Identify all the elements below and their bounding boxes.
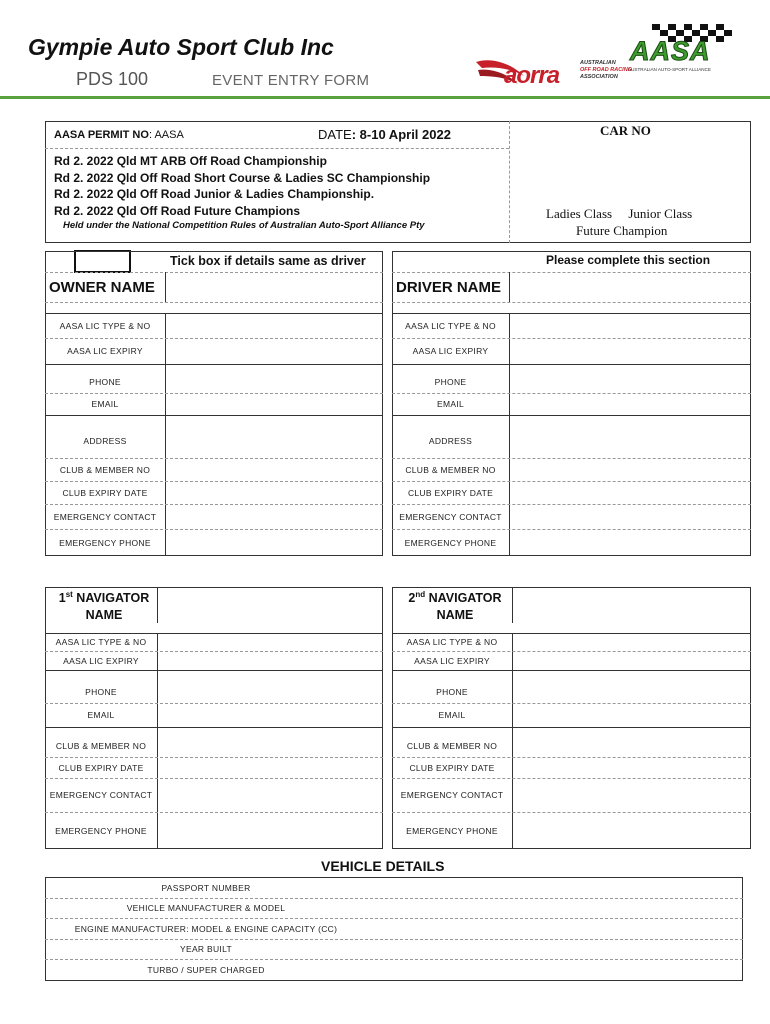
owner-address-field[interactable] [166,424,382,457]
nav2-aasa-lic-type-no-label: AASA LIC TYPE & NO [406,637,498,647]
nav1-aasa-lic-expiry-field[interactable] [158,652,382,669]
nav1-emergency-phone-label: EMERGENCY PHONE [55,825,147,836]
vehicle-engine-manufacturer-model-engine-capacity-cc-label: ENGINE MANUFACTURER: MODEL & ENGINE CAPACITY (CC) [74,923,338,934]
nav2-aasa-lic-expiry-field[interactable] [513,652,750,669]
nav2-club-expiry-date-label: CLUB EXPIRY DATE [409,762,495,773]
aasa-subtitle: AUSTRALIAN AUTO-SPORT ALLIANCE [628,67,711,72]
nav1-emergency-phone-field[interactable] [158,813,382,848]
vehicle-year-built-field[interactable] [368,940,742,958]
nav1-club-expiry-date-field[interactable] [158,758,382,777]
vehicle-passport-number-label: PASSPORT NUMBER [161,882,251,893]
driver-club-member-no-label: CLUB & MEMBER NO [405,464,496,475]
permit-value: : AASA [148,129,184,141]
nav1-email-field[interactable] [158,704,382,726]
form-title: EVENT ENTRY FORM [212,72,370,89]
aorra-wordmark: aorra [504,62,560,89]
nav1-aasa-lic-expiry-label: AASA LIC EXPIRY [63,655,139,666]
please-complete-label: Please complete this section [546,253,711,267]
permit-line [54,129,184,141]
owner-emergency-phone-field[interactable] [166,530,382,555]
driver-aasa-lic-type-no-label: AASA LIC TYPE & NO [405,320,496,331]
nav2-club-member-no-label: CLUB & MEMBER NO [406,741,498,751]
nav2-phone-field[interactable] [513,681,750,702]
owner-phone-label: PHONE [89,377,121,387]
nav1-aasa-lic-type-no-field[interactable] [158,634,382,650]
vehicle-engine-manufacturer-model-engine-capacity-cc-field[interactable] [368,919,742,938]
driver-club-expiry-date-label: CLUB EXPIRY DATE [407,487,494,498]
aasa-logo [622,20,744,76]
aorra-sub-3: ASSOCIATION [580,74,618,80]
header-divider [0,96,770,99]
car-no-label: CAR NO [600,123,651,138]
owner-email-label: EMAIL [91,399,119,409]
driver-email-label: EMAIL [436,399,464,409]
round-1: Rd 2. 2022 Qld MT ARB Off Road Championship [54,154,327,168]
round-4: Rd 2. 2022 Qld Off Road Future Champions [54,203,301,218]
date-value: : 8-10 April 2022 [351,127,451,142]
nav1-emergency-contact-field[interactable] [158,779,382,811]
nav2-aasa-lic-type-no-field[interactable] [513,634,750,650]
nav1-email-label: EMAIL [87,710,115,720]
permit-label: AASA PERMIT NO [54,129,149,141]
vehicle-passport-number-field[interactable] [368,878,742,897]
nav2-emergency-phone-field[interactable] [513,813,750,848]
driver-aasa-lic-type-no-field[interactable] [510,314,750,337]
owner-email-field[interactable] [166,394,382,414]
nav2-phone-label: PHONE [436,686,468,697]
driver-address-label: ADDRESS [428,435,473,446]
owner-club-expiry-date-field[interactable] [166,482,382,503]
car-class-line-1: Ladies Class Junior Class [546,206,693,221]
driver-email-field[interactable] [510,394,750,414]
date-line [318,127,451,142]
owner-name-label: OWNER NAME [49,279,155,296]
nav1-name-label: 1st NAVIGATOR NAME [58,590,150,623]
car-class-line-2: Future Champion [576,223,668,238]
nav1-emergency-contact-label: EMERGENCY CONTACT [49,790,153,800]
vehicle-year-built-label: YEAR BUILT [180,944,232,954]
driver-emergency-contact-field[interactable] [510,505,750,528]
held-under-note: Held under the National Competition Rules of Australian Auto-Sport Alliance Pty [63,220,425,231]
owner-name-field[interactable] [166,273,382,301]
round-2: Rd 2. 2022 Qld Off Road Short Course & Ladies SC Championship [54,170,431,185]
round-3: Rd 2. 2022 Qld Off Road Junior & Ladies Championship. [54,187,375,201]
owner-emergency-contact-field[interactable] [166,505,382,528]
driver-emergency-phone-label: EMERGENCY PHONE [404,537,497,548]
aasa-wordmark: AASA [630,36,711,66]
driver-address-field[interactable] [510,424,750,457]
driver-club-expiry-date-field[interactable] [510,482,750,503]
driver-name-field[interactable] [510,273,750,301]
date-label: DATE [318,127,352,142]
driver-aasa-lic-expiry-field[interactable] [510,339,750,363]
nav2-club-member-no-field[interactable] [513,736,750,756]
owner-club-expiry-date-label: CLUB EXPIRY DATE [62,487,148,498]
nav2-emergency-contact-label: EMERGENCY CONTACT [400,790,504,800]
driver-name-label: DRIVER NAME [396,279,502,296]
owner-phone-field[interactable] [166,372,382,392]
nav1-club-expiry-date-label: CLUB EXPIRY DATE [58,762,144,773]
driver-aasa-lic-expiry-label: AASA LIC EXPIRY [412,346,489,356]
nav1-club-member-no-field[interactable] [158,736,382,756]
nav2-aasa-lic-expiry-label: AASA LIC EXPIRY [414,655,490,666]
pds-number: PDS 100 [76,69,149,89]
owner-aasa-lic-expiry-label: AASA LIC EXPIRY [67,346,143,356]
owner-club-member-no-field[interactable] [166,459,382,480]
owner-aasa-lic-type-no-field[interactable] [166,314,382,337]
nav2-name-label: 2nd NAVIGATOR NAME [408,590,502,623]
aorra-sub-2: OFF ROAD RACING [580,67,632,73]
nav2-email-field[interactable] [513,704,750,726]
nav1-phone-field[interactable] [158,681,382,702]
nav2-emergency-contact-field[interactable] [513,779,750,811]
vehicle-vehicle-manufacturer-model-field[interactable] [368,899,742,917]
vehicle-details-title: VEHICLE DETAILS [321,858,445,874]
tick-label: Tick box if details same as driver [170,254,366,268]
owner-address-label: ADDRESS [83,435,127,446]
owner-aasa-lic-type-no-label: AASA LIC TYPE & NO [59,320,151,331]
club-name: Gympie Auto Sport Club Inc [28,34,334,60]
nav1-name-field[interactable] [158,588,382,623]
driver-phone-label: PHONE [434,377,467,387]
driver-phone-field[interactable] [510,372,750,392]
owner-emergency-contact-label: EMERGENCY CONTACT [53,511,157,522]
nav1-phone-label: PHONE [85,686,117,697]
aorra-logo [474,56,634,96]
aorra-sub-1: AUSTRALIAN [580,60,616,66]
owner-aasa-lic-expiry-field[interactable] [166,339,382,363]
nav2-emergency-phone-label: EMERGENCY PHONE [406,825,498,836]
nav1-club-member-no-label: CLUB & MEMBER NO [55,741,147,751]
driver-emergency-phone-field[interactable] [510,530,750,555]
vehicle-turbo-super-charged-label: TURBO / SUPER CHARGED [147,965,265,975]
rounds-list [54,153,430,219]
nav1-aasa-lic-type-no-label: AASA LIC TYPE & NO [55,637,147,647]
nav2-email-label: EMAIL [438,710,466,720]
driver-emergency-contact-label: EMERGENCY CONTACT [399,511,502,522]
vehicle-turbo-super-charged-field[interactable] [368,960,742,980]
nav2-name-field[interactable] [513,588,750,623]
vehicle-vehicle-manufacturer-model-label: VEHICLE MANUFACTURER & MODEL [126,903,286,913]
owner-emergency-phone-label: EMERGENCY PHONE [59,537,151,548]
driver-club-member-no-field[interactable] [510,459,750,480]
owner-club-member-no-label: CLUB & MEMBER NO [59,464,151,475]
nav2-club-expiry-date-field[interactable] [513,758,750,777]
